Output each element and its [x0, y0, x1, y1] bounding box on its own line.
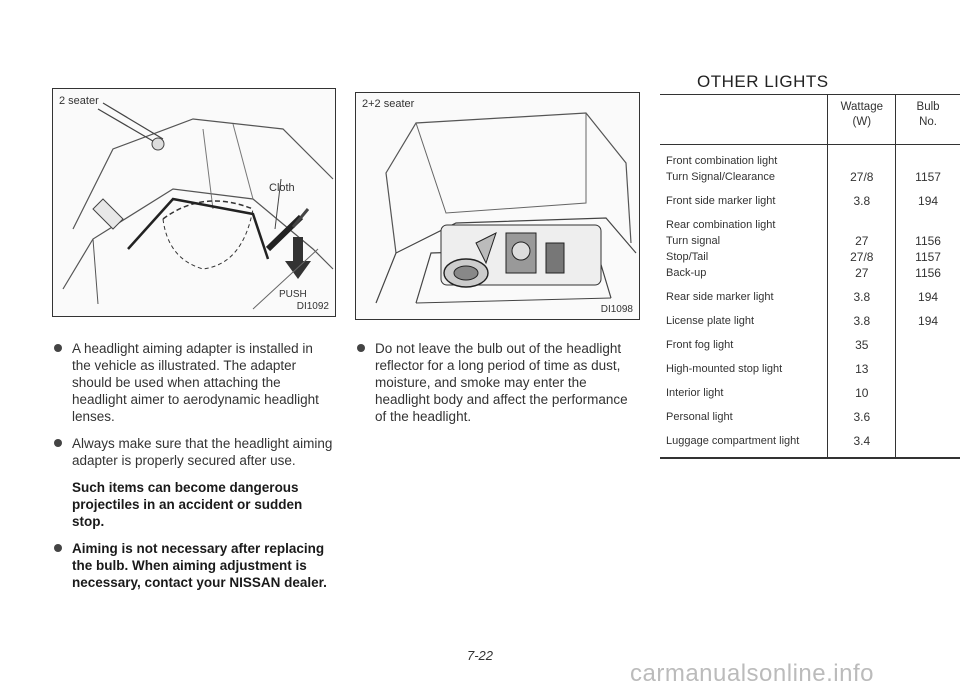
bullet-dot [54, 344, 62, 352]
bullet-text: Always make sure that the headlight aiming adapter is properly secured after use. [72, 436, 333, 468]
header-bulb-line2: No. [919, 116, 938, 128]
light-name: Turn Signal/Clearance [666, 171, 776, 183]
spare-tire-well-illustration [356, 93, 639, 319]
light-bulb-number: 1157 [896, 249, 960, 265]
light-bulb-number [896, 377, 960, 401]
light-bulb-number [896, 329, 960, 353]
light-name: Back-up [666, 267, 707, 279]
table-row [660, 265, 960, 281]
bullet-text: A headlight aiming adapter is installed in the vehicle as illustrated. The adapter should be used when attaching the headlight aimer to aerodynamic headlight lenses. [72, 341, 319, 424]
bullet-text: Aiming is not necessary after replacing the bulb. When aiming adjustment is necessary, contact your NISSAN dealer. [72, 541, 327, 590]
light-bulb-number [896, 353, 960, 377]
table-header-wattage [828, 95, 896, 145]
other-lights-table [660, 94, 960, 459]
callout-cloth: Cloth [269, 182, 295, 194]
left-text-column [52, 340, 334, 601]
light-wattage [828, 209, 896, 233]
light-bulb-number [896, 145, 960, 170]
callout-push: PUSH [279, 289, 307, 300]
figure-code: DI1092 [296, 301, 329, 312]
light-name: Rear combination light [666, 219, 776, 231]
warning-projectiles: Such items can become dangerous projectiles in an accident or sudden stop. [72, 480, 303, 529]
page-number: 7-22 [467, 648, 494, 663]
light-wattage [828, 145, 896, 170]
light-name: High-mounted stop light [666, 363, 783, 375]
bullet-adapter-secured [52, 435, 334, 469]
header-wattage-line2: (W) [852, 116, 872, 128]
table-row [660, 233, 960, 249]
light-bulb-number [896, 401, 960, 425]
table-row [660, 249, 960, 265]
light-name: Stop/Tail [666, 251, 709, 263]
light-wattage: 27 [828, 233, 896, 249]
bullet-text: Do not leave the bulb out of the headlight reflector for a long period of time as dust, moisture, and smoke may enter the headlight body and affect the performance of the headlight. [375, 341, 628, 424]
light-name: Turn signal [666, 235, 721, 247]
light-wattage: 27/8 [828, 169, 896, 185]
light-name: License plate light [666, 315, 755, 327]
bullet-bulb-reflector [355, 340, 638, 425]
light-wattage: 35 [828, 329, 896, 353]
light-wattage: 27/8 [828, 249, 896, 265]
light-bulb-number: 1157 [896, 169, 960, 185]
table-row [660, 329, 960, 353]
figure-code: DI1098 [600, 304, 633, 315]
table-row [660, 425, 960, 458]
table-body [660, 145, 960, 459]
table-row [660, 145, 960, 170]
light-wattage: 10 [828, 377, 896, 401]
light-bulb-number: 1156 [896, 265, 960, 281]
light-wattage: 13 [828, 353, 896, 377]
figure-2plus2-seater [355, 92, 640, 320]
bullet-adapter-installed [52, 340, 334, 425]
light-wattage: 3.4 [828, 425, 896, 458]
table-row [660, 209, 960, 233]
light-name: Luggage compartment light [666, 435, 800, 447]
light-bulb-number: 194 [896, 305, 960, 329]
table-header-bulb [896, 95, 960, 145]
figure-tag-2plus2-seater: 2+2 seater [362, 98, 415, 110]
light-wattage: 3.6 [828, 401, 896, 425]
light-name: Front side marker light [666, 195, 776, 207]
middle-text-column [355, 340, 638, 435]
header-wattage-line1: Wattage [840, 101, 883, 113]
watermark: carmanualsonline.info [630, 660, 874, 687]
bullet-dot [54, 439, 62, 447]
light-bulb-number: 1156 [896, 233, 960, 249]
light-name: Front combination light [666, 155, 778, 167]
light-wattage: 27 [828, 265, 896, 281]
light-bulb-number [896, 425, 960, 458]
bullet-aiming [52, 540, 334, 591]
light-bulb-number: 194 [896, 281, 960, 305]
table-row [660, 353, 960, 377]
light-wattage: 3.8 [828, 305, 896, 329]
header-bulb-line1: Bulb [916, 101, 940, 113]
light-name: Front fog light [666, 339, 734, 351]
figure-tag-2-seater: 2 seater [59, 95, 99, 107]
table-header-row [660, 95, 960, 145]
light-wattage: 3.8 [828, 185, 896, 209]
table-header-name [660, 95, 828, 145]
table-row [660, 281, 960, 305]
bullet-dot [54, 544, 62, 552]
section-title-other-lights: OTHER LIGHTS [697, 72, 829, 91]
table-row [660, 169, 960, 185]
light-name: Interior light [666, 387, 724, 399]
figure-2-seater [52, 88, 336, 317]
light-bulb-number: 194 [896, 185, 960, 209]
light-bulb-number [896, 209, 960, 233]
table-row [660, 377, 960, 401]
table-row [660, 185, 960, 209]
light-name: Rear side marker light [666, 291, 774, 303]
headlight-adapter-illustration [53, 89, 335, 316]
light-wattage: 3.8 [828, 281, 896, 305]
bullet-dot [357, 344, 365, 352]
light-name: Personal light [666, 411, 733, 423]
table-row [660, 401, 960, 425]
table-row [660, 305, 960, 329]
